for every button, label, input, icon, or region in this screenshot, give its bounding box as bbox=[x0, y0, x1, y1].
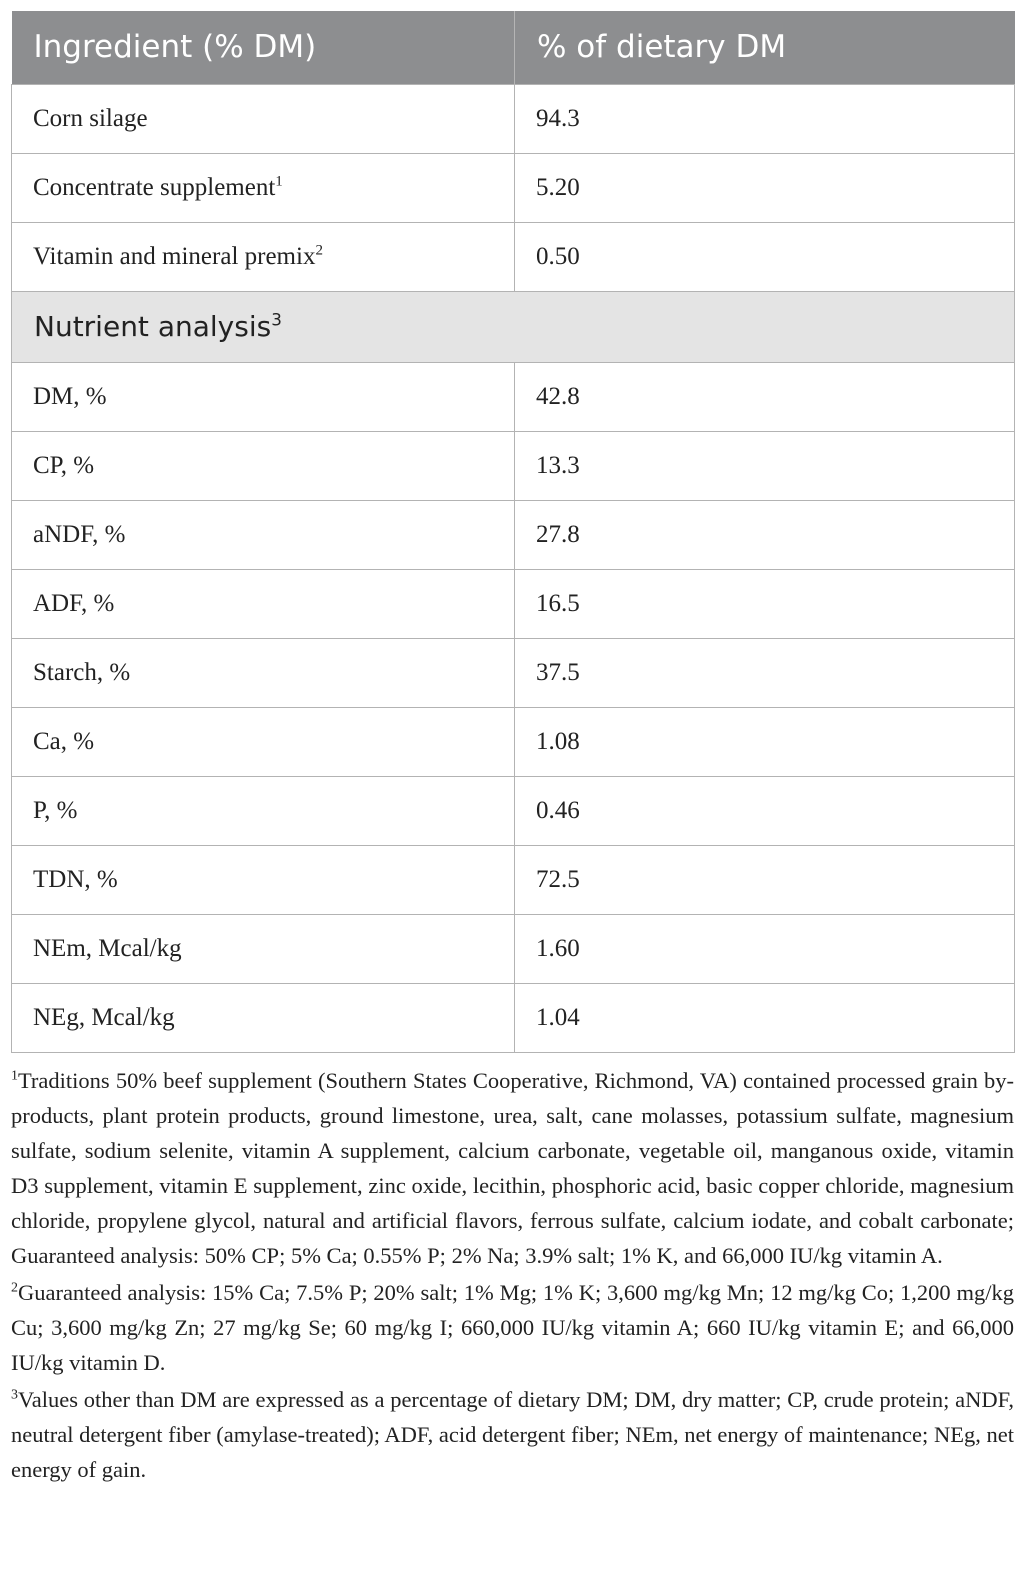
row-label: NEg, Mcal/kg bbox=[12, 983, 515, 1052]
footnote-marker: 1 bbox=[275, 173, 283, 190]
footnote-text: Traditions 50% beef supplement (Southern States Cooperative, Richmond, VA) contained processed grain by-products, plant protein products, ground limestone, urea, salt, cane molasses, potassium sulfate, magnesium sulfate, sodium selenite, vitamin A supplement, calcium carbonate, vegetable oil, manganous oxide, vitamin D3 supplement, vitamin E supplement, zinc oxide, lecithin, phosphoric acid, basic copper chloride, magnesium chloride, propylene glycol, natural and artificial flavors, ferrous sulfate, calcium iodate, and cobalt carbonate; Guaranteed analysis: 50% CP; 5% Ca; 0.55% P; 2% Na; 3.9% salt; 1% K, and 66,000 IU/kg vitamin A. bbox=[11, 1067, 1014, 1268]
row-value: 5.20 bbox=[515, 153, 1015, 222]
footnote-marker: 3 bbox=[271, 309, 282, 330]
row-label bbox=[12, 222, 515, 291]
table-row bbox=[12, 153, 1015, 222]
table-row bbox=[12, 222, 1015, 291]
row-label: aNDF, % bbox=[12, 500, 515, 569]
table-header-row bbox=[12, 11, 1015, 84]
row-label bbox=[12, 153, 515, 222]
footnote-mark: 2 bbox=[11, 1280, 18, 1295]
table-row bbox=[12, 500, 1015, 569]
row-value: 16.5 bbox=[515, 569, 1015, 638]
section-header-nutrient-analysis bbox=[12, 291, 1015, 362]
section-header-text: Nutrient analysis bbox=[34, 310, 272, 343]
row-value: 42.8 bbox=[515, 362, 1015, 431]
row-value: 1.60 bbox=[515, 914, 1015, 983]
footnote-3 bbox=[11, 1382, 1014, 1487]
table-row bbox=[12, 638, 1015, 707]
row-label: DM, % bbox=[12, 362, 515, 431]
diet-composition-table-container bbox=[11, 11, 1014, 1489]
row-value: 0.46 bbox=[515, 776, 1015, 845]
row-value: 72.5 bbox=[515, 845, 1015, 914]
row-label-text: Vitamin and mineral premix bbox=[33, 242, 316, 270]
row-label-text: Corn silage bbox=[33, 104, 148, 132]
row-label: CP, % bbox=[12, 431, 515, 500]
footnote-text: Guaranteed analysis: 15% Ca; 7.5% P; 20% salt; 1% Mg; 1% K; 3,600 mg/kg Mn; 12 mg/kg Co; 1,200 mg/kg Cu; 3,600 mg/kg Zn; 27 mg/kg Se; 60 mg/kg I; 660,000 IU/kg vitamin A; 660 IU/kg vitamin E; and 66,000 IU/kg vitamin D. bbox=[11, 1279, 1014, 1375]
row-value: 1.04 bbox=[515, 983, 1015, 1052]
header-percent-dietary-dm: % of dietary DM bbox=[515, 11, 1015, 84]
row-value: 1.08 bbox=[515, 707, 1015, 776]
footnote-marker: 2 bbox=[315, 242, 323, 259]
footnote-mark: 3 bbox=[11, 1387, 18, 1402]
row-value: 13.3 bbox=[515, 431, 1015, 500]
header-ingredient: Ingredient (% DM) bbox=[12, 11, 515, 84]
table-row bbox=[12, 845, 1015, 914]
table-footnotes bbox=[11, 1063, 1014, 1487]
row-label bbox=[12, 84, 515, 153]
row-label: Starch, % bbox=[12, 638, 515, 707]
footnote-text: Values other than DM are expressed as a percentage of dietary DM; DM, dry matter; CP, crude protein; aNDF, neutral detergent fiber (amylase-treated); ADF, acid detergent fiber; NEm, net energy of maintenance; NEg, net energy of gain. bbox=[11, 1386, 1014, 1482]
row-value: 94.3 bbox=[515, 84, 1015, 153]
table-row bbox=[12, 84, 1015, 153]
row-label: Ca, % bbox=[12, 707, 515, 776]
table-row bbox=[12, 776, 1015, 845]
table-row bbox=[12, 707, 1015, 776]
footnote-1 bbox=[11, 1063, 1014, 1273]
row-label: P, % bbox=[12, 776, 515, 845]
section-header-row bbox=[12, 291, 1015, 362]
table-row bbox=[12, 983, 1015, 1052]
table-row bbox=[12, 431, 1015, 500]
row-label: ADF, % bbox=[12, 569, 515, 638]
footnote-2 bbox=[11, 1275, 1014, 1380]
row-label: NEm, Mcal/kg bbox=[12, 914, 515, 983]
table-row bbox=[12, 914, 1015, 983]
row-value: 0.50 bbox=[515, 222, 1015, 291]
diet-composition-table bbox=[11, 11, 1015, 1053]
footnote-mark: 1 bbox=[11, 1068, 18, 1083]
table-row bbox=[12, 362, 1015, 431]
row-value: 37.5 bbox=[515, 638, 1015, 707]
table-row bbox=[12, 569, 1015, 638]
row-value: 27.8 bbox=[515, 500, 1015, 569]
row-label: TDN, % bbox=[12, 845, 515, 914]
row-label-text: Concentrate supplement bbox=[33, 173, 276, 201]
